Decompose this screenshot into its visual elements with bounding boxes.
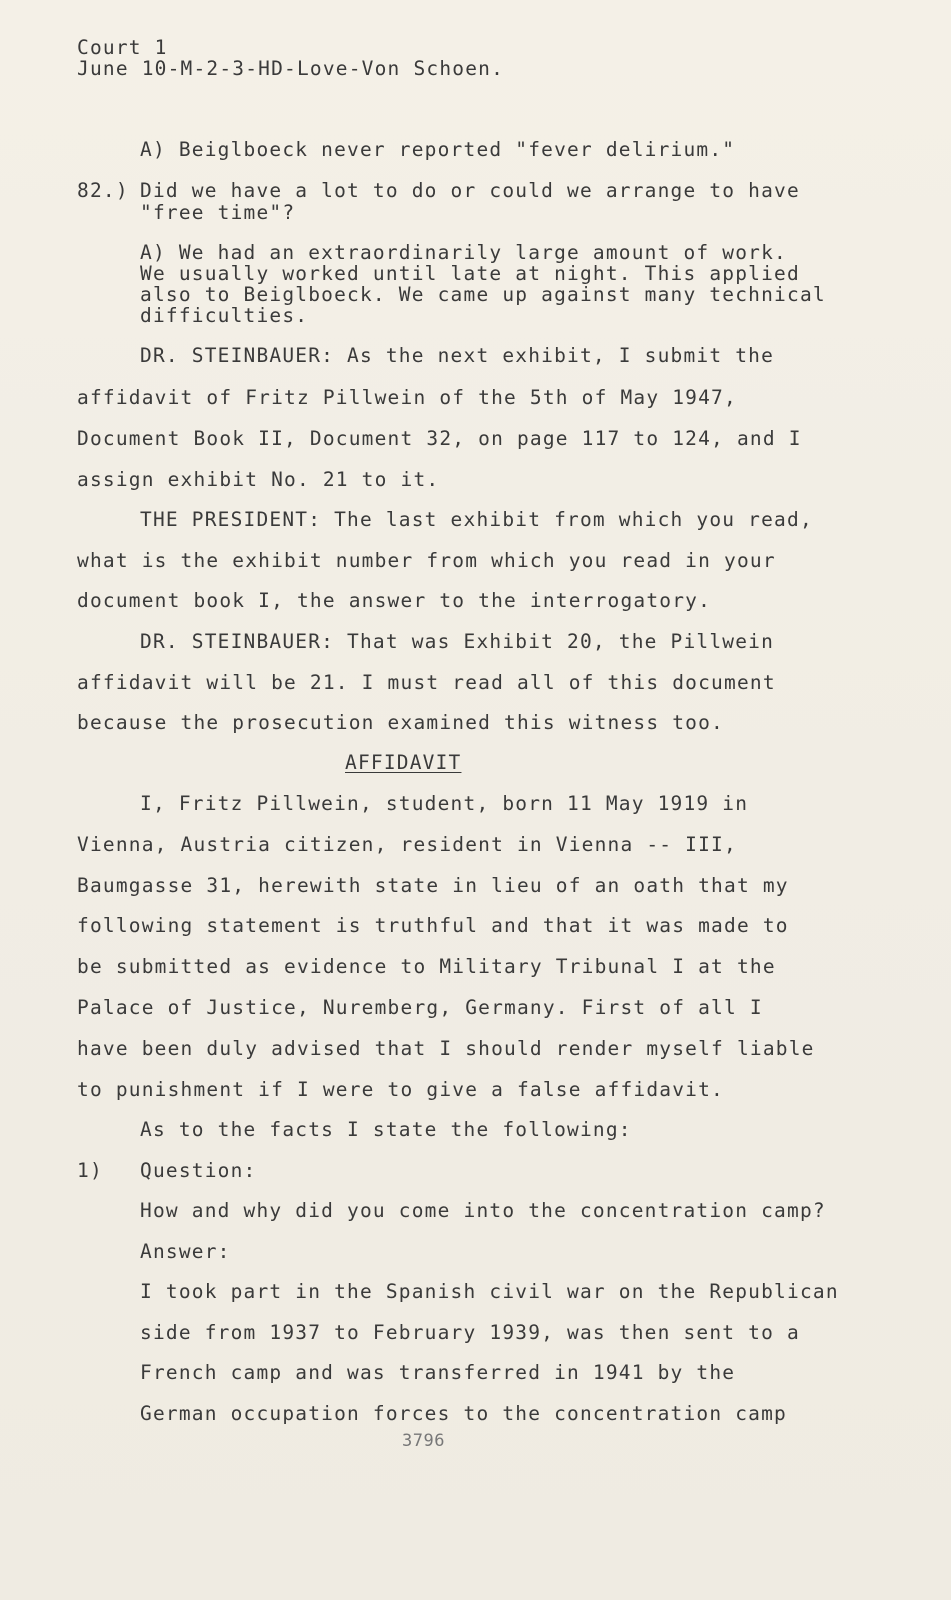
transcript-line: THE PRESIDENT: The last exhibit from which you read, (140, 508, 813, 531)
question-label: Question: (140, 1159, 257, 1182)
affidavit-line: I, Fritz Pillwein, student, born 11 May 1919 in (140, 792, 749, 815)
affidavit-line: As to the facts I state the following: (140, 1118, 632, 1141)
answer-line: A) We had an extraordinarily large amount of work. (140, 241, 787, 264)
question-line: How and why did you come into the concentration camp? (140, 1199, 826, 1222)
transcript-line: affidavit of Fritz Pillwein of the 5th of May 1947, (77, 386, 737, 409)
answer-line: difficulties. (140, 304, 309, 327)
affidavit-line: Vienna, Austria citizen, resident in Vienna -- III, (77, 833, 737, 856)
affidavit-line: have been duly advised that I should render myself liable (77, 1037, 815, 1060)
answer-line: German occupation forces to the concentration camp (140, 1402, 787, 1425)
affidavit-line: be submitted as evidence to Military Tribunal I at the (77, 955, 776, 978)
affidavit-line: Baumgasse 31, herewith state in lieu of an oath that my (77, 874, 789, 897)
transcript-line: document book I, the answer to the interrogatory. (77, 589, 712, 612)
transcript-line: assign exhibit No. 21 to it. (77, 468, 440, 491)
answer-line: A) Beiglboeck never reported "fever delirium." (140, 138, 736, 161)
question-line: "free time"? (140, 201, 296, 224)
transcript-line: because the prosecution examined this witness too. (77, 711, 724, 734)
court-label: Court 1 (77, 36, 168, 59)
transcript-line: DR. STEINBAUER: That was Exhibit 20, the Pillwein (140, 630, 775, 653)
transcript-line: DR. STEINBAUER: As the next exhibit, I submit the (140, 344, 775, 367)
answer-line: also to Beiglboeck. We came up against many technical (140, 283, 826, 306)
question-number: 82.) (77, 179, 129, 202)
session-line: June 10-M-2-3-HD-Love-Von Schoen. (77, 57, 505, 80)
affidavit-line: Palace of Justice, Nuremberg, Germany. First of all I (77, 996, 763, 1019)
answer-line: side from 1937 to February 1939, was then sent to a (140, 1321, 800, 1344)
answer-line: I took part in the Spanish civil war on the Republican (140, 1280, 839, 1303)
answer-label: Answer: (140, 1240, 231, 1263)
affidavit-line: to punishment if I were to give a false affidavit. (77, 1078, 724, 1101)
affidavit-heading: AFFIDAVIT (345, 751, 462, 774)
transcript-line: Document Book II, Document 32, on page 117 to 124, and I (77, 427, 802, 450)
question-line: Did we have a lot to do or could we arrange to have (140, 179, 800, 202)
affidavit-line: following statement is truthful and that it was made to (77, 914, 789, 937)
item-number: 1) (77, 1159, 103, 1182)
page-number: 3796 (402, 1431, 445, 1451)
transcript-line: affidavit will be 21. I must read all of this document (77, 671, 776, 694)
answer-line: French camp and was transferred in 1941 by the (140, 1361, 736, 1384)
answer-line: We usually worked until late at night. This applied (140, 262, 800, 285)
transcript-line: what is the exhibit number from which you read in your (77, 549, 776, 572)
